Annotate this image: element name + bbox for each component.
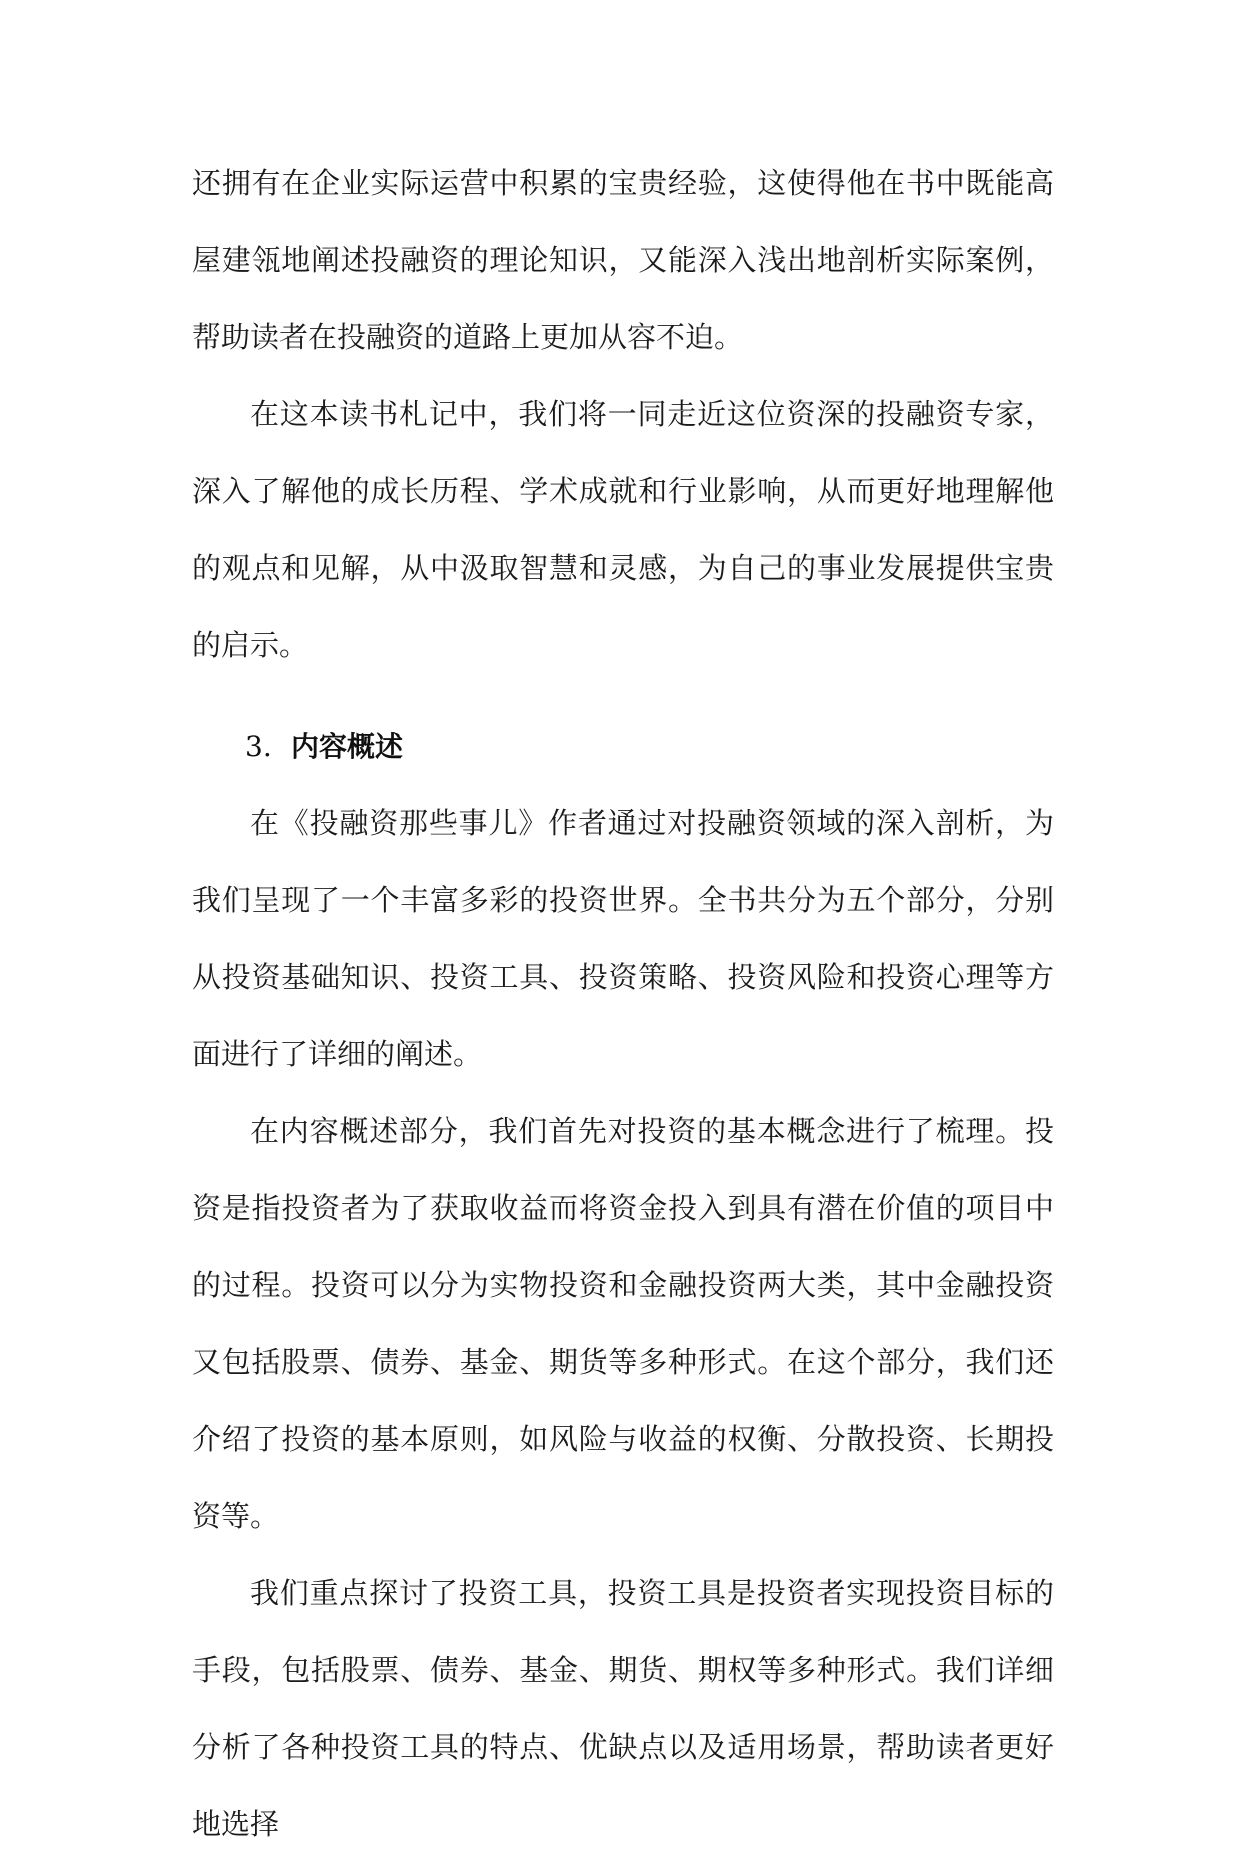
paragraph-basic-concepts: 在内容概述部分，我们首先对投资的基本概念进行了梳理。投资是指投资者为了获取收益而将资金投入到具有潜在价值的项目中的过程。投资可以分为实物投资和金融投资两大类，其中金融投资又包括股票、债券、基金、期货等多种形式。在这个部分，我们还介绍了投资的基本原则，如风险与收益的权衡、分散投资、长期投资等。 <box>192 1114 1054 1533</box>
paragraph-author-intro: 在这本读书札记中，我们将一同走近这位资深的投融资专家，深入了解他的成长历程、学术成就和行业影响，从而更好地理解他的观点和见解，从中汲取智慧和灵感，为自己的事业发展提供宝贵的启示。 <box>192 397 1054 662</box>
section-heading <box>192 684 1054 785</box>
section-number: 3. <box>245 730 272 763</box>
section-title: 内容概述 <box>291 730 404 763</box>
paragraph-overview: 在《投融资那些事儿》作者通过对投融资领域的深入剖析，为我们呈现了一个丰富多彩的投资世界。全书共分为五个部分，分别从投资基础知识、投资工具、投资策略、投资风险和投资心理等方面进行了详细的阐述。 <box>192 806 1054 1071</box>
document-body <box>192 145 1054 1863</box>
paragraph-continued: 还拥有在企业实际运营中积累的宝贵经验，这使得他在书中既能高屋建瓴地阐述投融资的理论知识，又能深入浅出地剖析实际案例，帮助读者在投融资的道路上更加从容不迫。 <box>192 166 1054 354</box>
paragraph-investment-tools: 我们重点探讨了投资工具，投资工具是投资者实现投资目标的手段，包括股票、债券、基金、期货、期权等多种形式。我们详细分析了各种投资工具的特点、优缺点以及适用场景，帮助读者更好地选择 <box>192 1576 1054 1841</box>
